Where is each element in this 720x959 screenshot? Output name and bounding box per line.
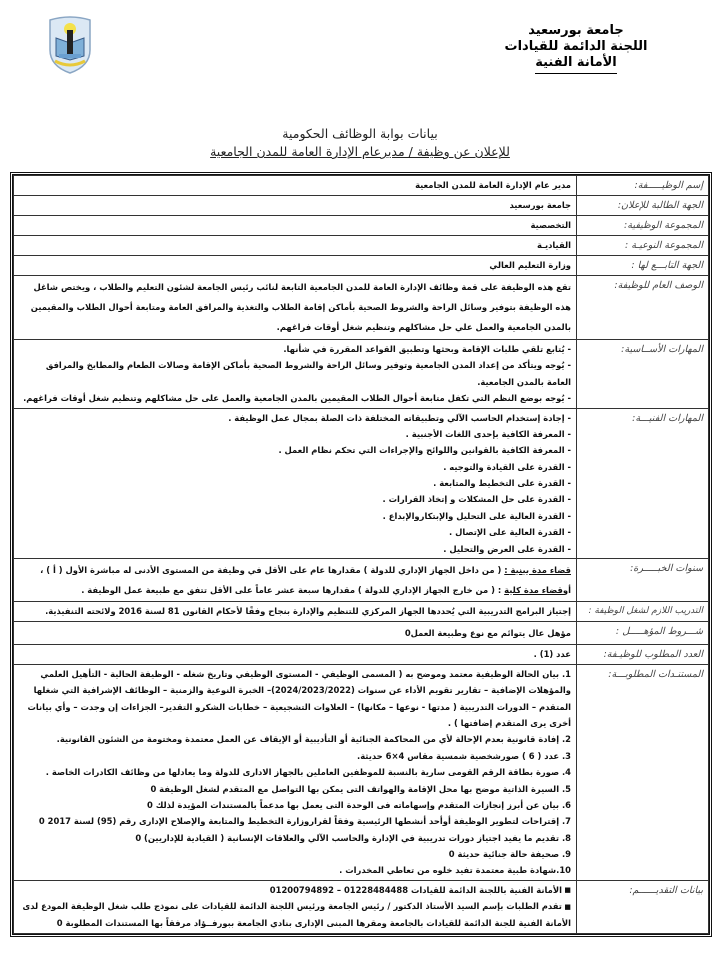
- table-row: [14, 276, 709, 340]
- affiliation-label: الجهة التابـــع لها :: [577, 256, 709, 276]
- table-row: [14, 256, 709, 276]
- page-title: بيانات بوابة الوظائف الحكومية: [282, 126, 438, 141]
- basic-skills-value: [14, 340, 577, 409]
- job-details-table: [10, 172, 712, 937]
- org-header: [476, 23, 676, 74]
- type-group-value: القياديـة: [14, 236, 577, 256]
- required-count-label: العدد المطلوب للوظيـفة:: [577, 644, 709, 664]
- table-row: [14, 880, 709, 933]
- experience-internal-term: قضاء مدة بينية :: [504, 564, 571, 575]
- technical-skill-item: - المعرفة الكافية بإحدى اللغات الأجنبية .: [19, 426, 571, 442]
- type-group-label: المجموعة النوعيـة :: [577, 236, 709, 256]
- technical-skill-item: - القدرة على حل المشكلات و إتخاذ القرارات .: [19, 491, 571, 507]
- job-name-value: مدير عام الإدارة العامة للمدن الجامعية: [14, 176, 577, 196]
- table-row: [14, 408, 709, 558]
- documents-label: المستنـدات المطلوبـــة:: [577, 664, 709, 880]
- document-item: 4. صورة بطاقة الرقم القومى سارية بالنسبة للموظفين العاملين بالجهاز الادارى للدولة وما يعادلها من وظائف الكادرات الخاصة .: [45, 767, 571, 778]
- org-secretariat-name: الأمانة الفنية: [535, 55, 617, 74]
- experience-value: [14, 558, 577, 601]
- qualification-label: شـــروط المؤهـــــل :: [577, 621, 709, 644]
- experience-total-text: : ( من خارج الجهاز الإداري للدولة ) مقدارها سبعة عشر عاماً على الأقل تتفق مع طبيعة عمل الوظيفة .: [81, 584, 505, 595]
- job-group-value: التخصصية: [14, 216, 577, 236]
- technical-skill-item: - القدرة على التخطيط والمتابعة .: [19, 475, 571, 491]
- document-item: 10.شهادة طبية معتمدة تفيد خلوه من تعاطي المخدرات .: [339, 865, 571, 876]
- document-item: 8. تقديم ما يفيد اجتياز دورات تدريبية في الإدارة والحاسب الآلي والعلاقات الإنسانية ( القيادية للإداريين) 0: [135, 832, 571, 843]
- experience-internal-text: ( من داخل الجهاز الإداري للدولة ) مقدارها عام على الأقل في وظيفة من المستوى الأدنى له مباشرة الأول ( أ ) ، أو: [40, 564, 571, 595]
- table-row: [14, 664, 709, 880]
- document-item: 9. صحيفة حالة جنائية حديثة 0: [448, 849, 571, 859]
- document-item: 1. بيان الحالة الوظيفية معتمد وموضح به ( المسمى الوظيفي - المستوى الوظيفي وتاريخ شغله - الوظيفة الحالية - التأهيل العلمي والمؤهلات الإضافية – تقارير تقويم الأداء عن سنوات (2024/2023/2022)– الخبرة النوعية والزمنية – الوظائف الإشرافية التي شغلها المتقدم – الدورات التدريبية ( مدتها - نوعها – مكانها) – العلاوات التشجيعية – خطابات الشكرو التقدير– الجزاءات إن وجدت – وأي بيانات أخرى يرى المتقدم إضافتها ) .: [27, 668, 571, 728]
- basic-skills-label: المهارات الأســاسية:: [577, 340, 709, 409]
- document-item: 6. بيان عن أبرز إنجازات المتقدم وإسهاماته فى الوحدة التى يعمل بها مدعماً بالمستندات المؤيدة لذلك 0: [146, 799, 571, 810]
- experience-total-term: قضاء مدة كلية: [504, 584, 563, 595]
- requesting-body-value: جامعة بورسعيد: [14, 196, 577, 216]
- document-item: 3. عدد ( 6 ) صورشخصية شمسية مقاس 4×6 حديثة.: [357, 750, 571, 761]
- document-titles: [0, 125, 720, 161]
- basic-skill-item: - يُوجه ويتأكد من إعداد المدن الجامعية وتوفير وسائل الراحة والشروط الصحية بأماكن الإقامة وصالات الطعام والمطابخ والمرافق العامة بالمدن الجامعية.: [19, 357, 571, 390]
- technical-skills-label: المهارات الفنيـــة:: [577, 408, 709, 558]
- training-label: التدريب اللازم لشغل الوظيفة :: [577, 601, 709, 621]
- experience-label: سنوات الخبـــــرة:: [577, 558, 709, 601]
- application-value: [14, 880, 577, 933]
- technical-skill-item: - إجادة إستخدام الحاسب الآلي وتطبيقاته المختلفة ذات الصلة بمجال عمل الوظيفة .: [19, 410, 571, 426]
- table-row: [14, 236, 709, 256]
- table-row: [14, 644, 709, 664]
- technical-skill-item: - المعرفة الكافية بالقوانين واللوائح والإجراءات التي تحكم نظام العمل .: [19, 442, 571, 458]
- org-committee-name: اللجنة الدائمة للقيادات: [504, 39, 648, 54]
- general-description-value: تقع هذه الوظيفة على قمة وظائف الإدارة العامة للمدن الجامعية التابعة لنائب رئيس الجامعة لشئون التعليم والطلاب ، ويختص شاغل هذه الوظيفة بتوفير وسائل الراحة والشروط الصحية بأماكن إقامة الطلاب والتغذية والمرافق العامة ومتابعة أحوال الطلاب والمقيمين بالمدن الجامعية والعمل علي حل مشاكلهم وتنظيم شغل أوقات فراغهم.: [14, 276, 577, 340]
- table-row: [14, 621, 709, 644]
- basic-skill-item: - يُوجه بوضع النظم التي تكفل متابعة أحوال الطلاب المقيمين بالمدن الجامعية والعمل على حل مشاكلهم وتنظيم شغل أوقات فراغهم.: [19, 390, 571, 406]
- technical-skill-item: - القدرة على العرض والتحليل .: [19, 541, 571, 557]
- technical-skill-item: - القدرة العالية على الإتصال .: [19, 524, 571, 540]
- affiliation-value: وزارة التعليم العالي: [14, 256, 577, 276]
- basic-skill-item: - يُتابع تلقي طلبات الإقامة وبحثها وتطبيق القواعد المقررة في شأنها.: [19, 341, 571, 357]
- table-row: [14, 340, 709, 409]
- qualification-value: مؤهل عال يتوائم مع نوع وطبيعة العمل0: [14, 621, 577, 644]
- document-item: 7. إقتراحات لتطوير الوظيفة أوأحد أنشطها الرئيسية وفقاً لقراروزارة التخطيط والمتابعة والإصلاح الإدارى رقم (95) لسنة 2017 0: [38, 816, 571, 827]
- table-row: [14, 558, 709, 601]
- document-item: 5. السيرة الذاتية موضح بها محل الإقامة والهواتف التى يمكن بها التواصل مع المتقدم لشغل الوظيفة 0: [150, 783, 571, 794]
- document-item: 2. إفادة قانونية بعدم الإحالة لأي من المحاكمة الجنائية أو التأديبية أو الإيقاف عن العمل معتمدة ومختومة من الشئون القانونية.: [56, 734, 571, 745]
- application-instructions-item: ■ تقدم الطلبات بإسم السيد الأستاذ الدكتور / رئيس الجامعة ورئيس اللجنة الدائمة للقيادات على نموذج طلب شغل الوظيفة المودع لدى الأمانة الفنية للجنة الدائمة للقيادات بالجامعة ومقرها المبنى الإدارى بنادي الجامعة ببورفــؤاد مرفقاً بها المستندات المطلوبة 0: [19, 898, 571, 931]
- general-description-label: الوصف العام للوظيفة:: [577, 276, 709, 340]
- table-row: [14, 601, 709, 621]
- technical-skill-item: - القدرة العالية على التحليل والإبتكاروالإبداع .: [19, 508, 571, 524]
- table-row: [14, 216, 709, 236]
- required-count-value: عدد (1) .: [14, 644, 577, 664]
- org-university-name: جامعة بورسعيد: [528, 23, 624, 38]
- university-crest-icon: [47, 16, 93, 74]
- technical-skill-item: - القدرة على القيادة والتوجيه .: [19, 459, 571, 475]
- page-subtitle: للإعلان عن وظيفة / مديرعام الإدارة العامة للمدن الجامعية: [210, 144, 510, 159]
- application-contact-item: ■ الأمانة الفنية باللجنة الدائمة للقيادات 01228484488 – 01200794892: [19, 882, 571, 899]
- documents-value: [14, 664, 577, 880]
- job-group-label: المجموعة الوظيفية:: [577, 216, 709, 236]
- application-label: بيانات التقديــــــم:: [577, 880, 709, 933]
- job-name-label: إسم الوظيـــــفة:: [577, 176, 709, 196]
- requesting-body-label: الجهة الطالبة للإعلان:: [577, 196, 709, 216]
- table-row: [14, 196, 709, 216]
- training-value: إجتياز البرامج التدريبية التي يُحددها الجهاز المركزي للتنظيم والإدارة بنجاح وفقًا لأحكام القانون 81 لسنة 2016 ولائحته التنفيذية.: [14, 601, 577, 621]
- technical-skills-value: [14, 408, 577, 558]
- table-row: [14, 176, 709, 196]
